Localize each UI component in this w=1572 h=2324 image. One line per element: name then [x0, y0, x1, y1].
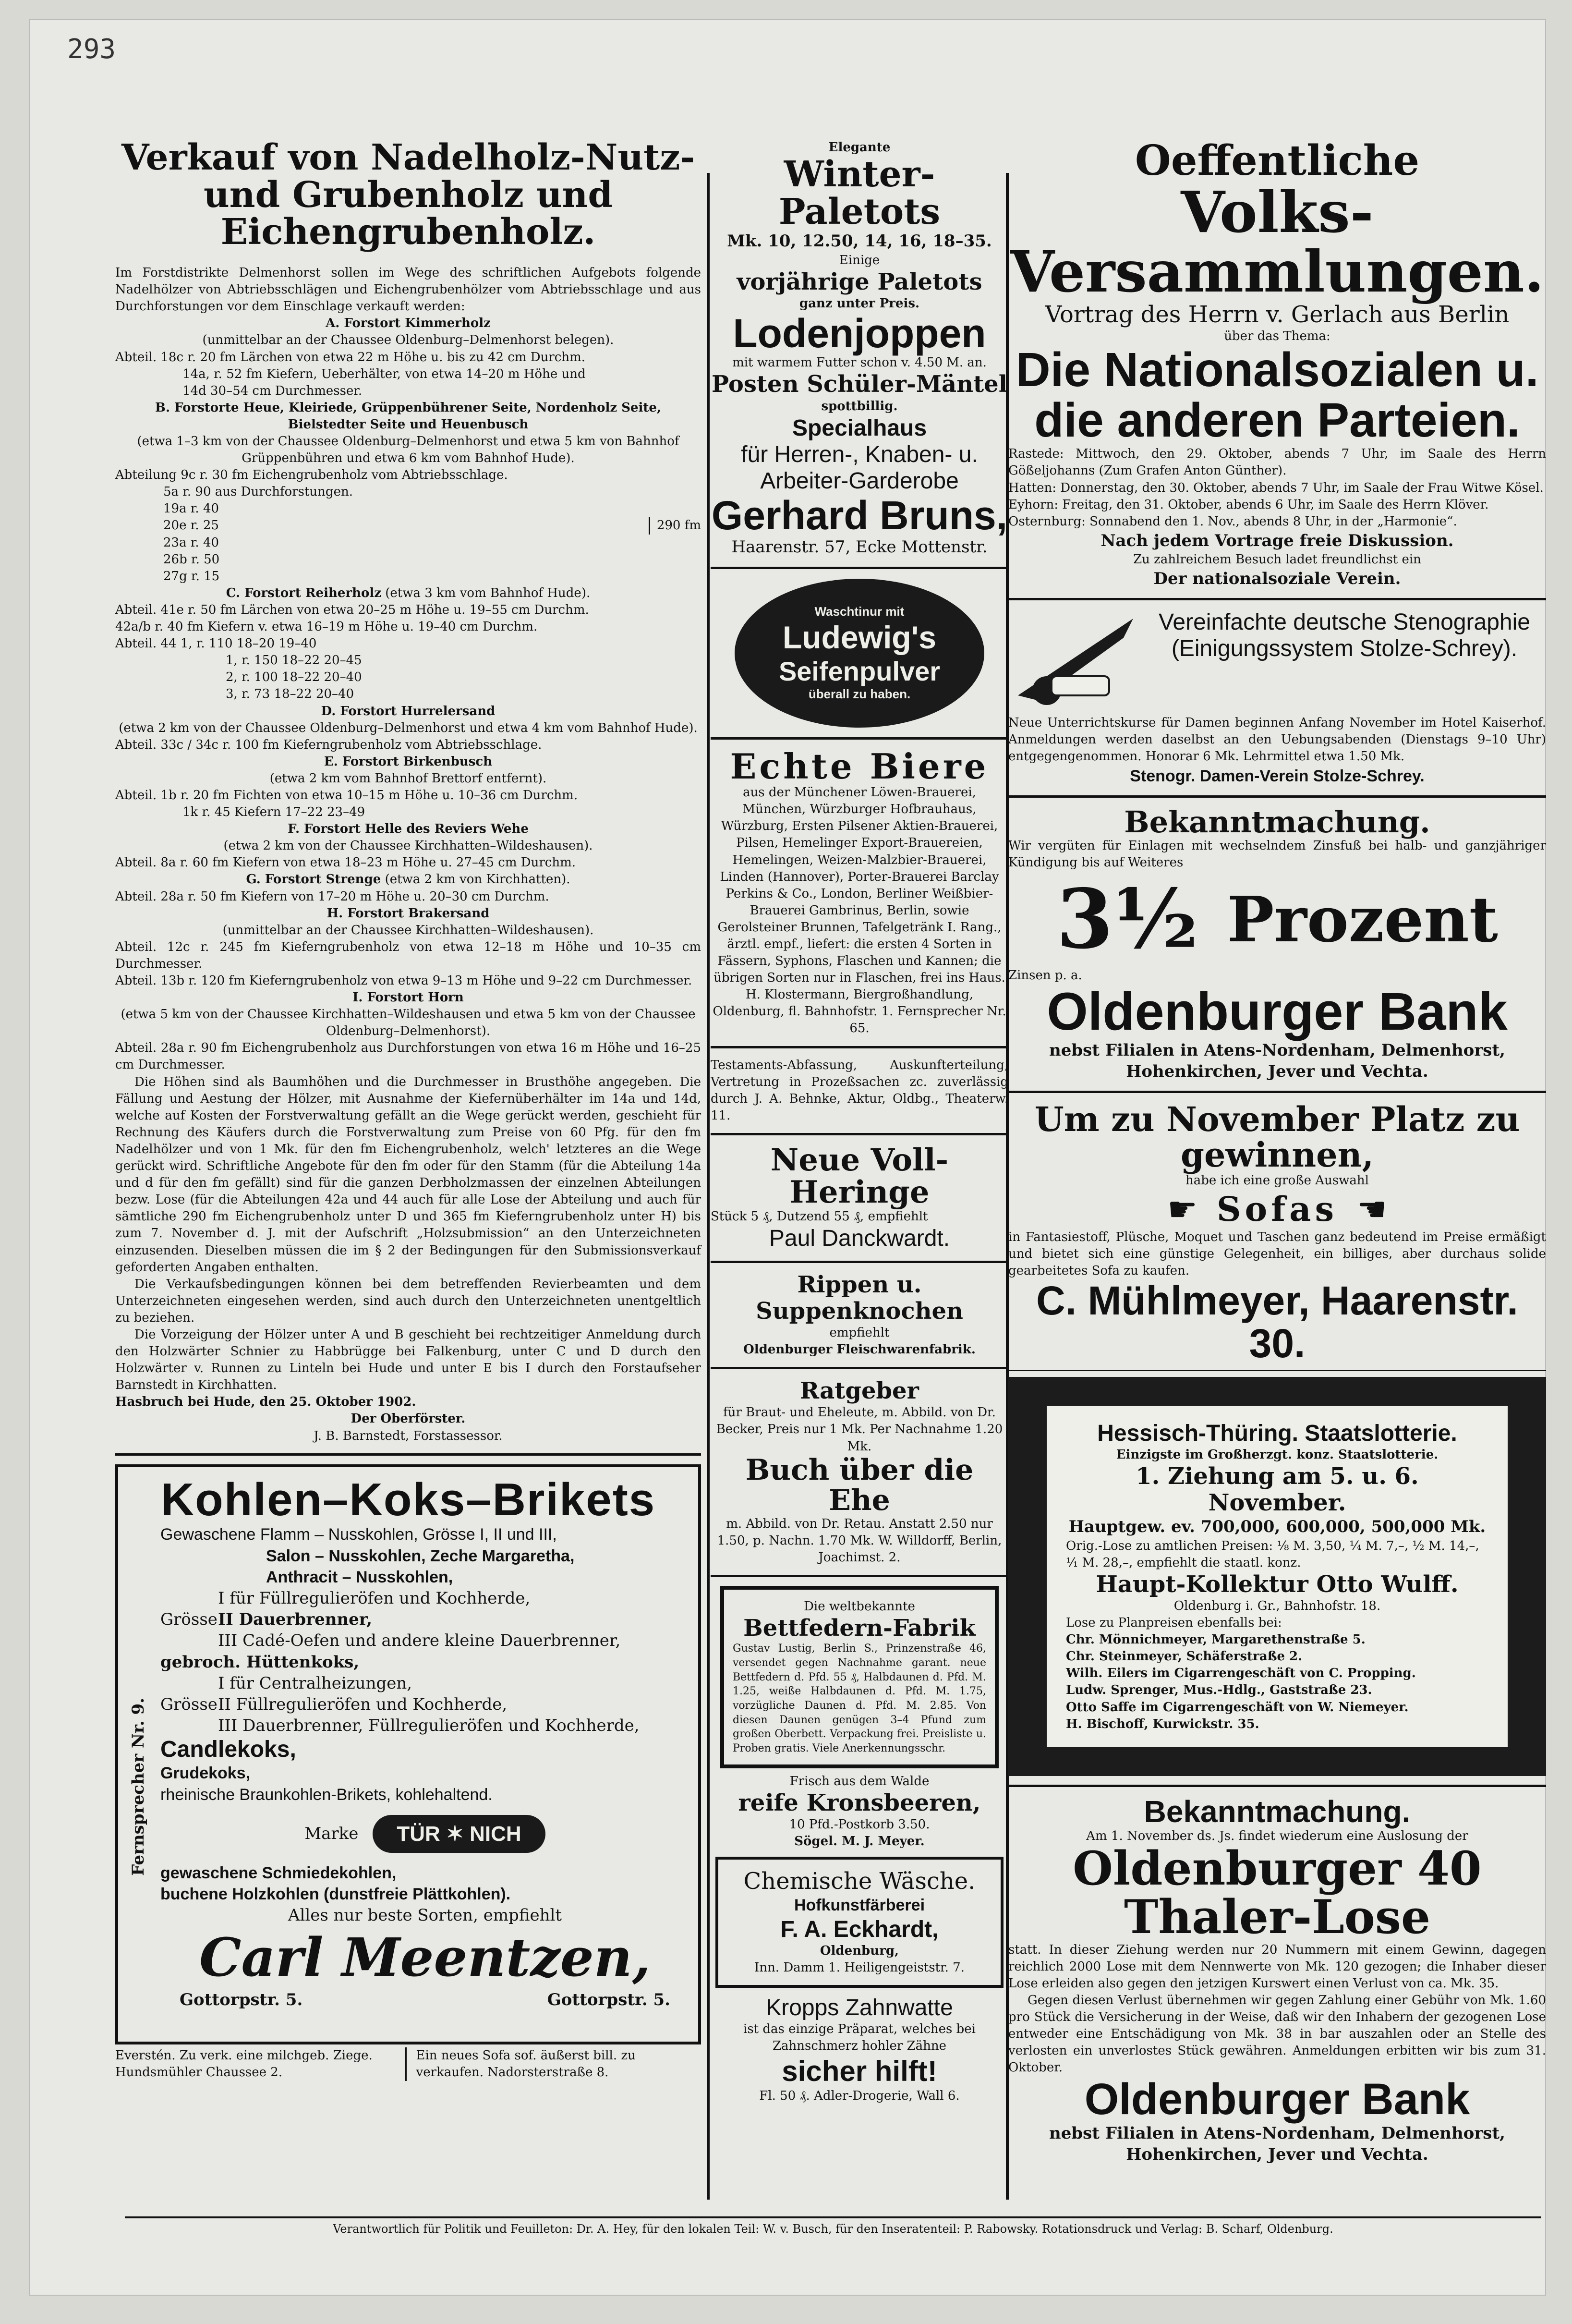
hering-body: Stück 5 ₰, Dutzend 55 ₰, empfiehlt: [711, 1209, 928, 1224]
section-b-row-5: 23a r. 40: [163, 535, 219, 550]
section-c-line-2: 42a/b r. 40 fm Kiefern v. etwa 16–19 m Höhe u. 19–40 cm Durchm.: [115, 620, 538, 634]
chem-line-5: Inn. Damm 1. Heiligengeiststr. 7.: [754, 1960, 965, 1975]
testament-ad: Testaments-Abfassung, Auskunfterteilung, Vertretung in Prozeßsachen zc. zuverlässig durch J. A. Behnke, Aktur, Oldbg., Theaterw. 11.: [711, 1058, 1008, 1123]
kohlen-line-6a: I für Centralheizungen,: [218, 1673, 412, 1693]
section-a-line-1: Abteil. 18c r. 20 fm Lärchen von etwa 22 m Höhe u. bis zu 42 cm Durchm.: [115, 350, 586, 365]
kohlen-grosse-2: Grösse: [160, 1694, 218, 1714]
winter-ganz: ganz unter Preis.: [799, 296, 920, 311]
lot-line-12: Otto Saffe im Cigarrengeschäft von W. Niemeyer.: [1066, 1700, 1409, 1715]
lot-line-2: 1. Ziehung am 5. u. 6. November.: [1136, 1463, 1419, 1517]
lot-line-8: Chr. Mönnichmeyer, Margarethenstraße 5.: [1066, 1632, 1366, 1647]
section-i-head: I. Forstort Horn: [352, 990, 464, 1005]
section-c-line-5: 2, r. 100 18–22 20–40: [226, 670, 362, 685]
kropps-title: Kropps Zahnwatte: [766, 1995, 953, 2020]
section-e-head: E. Forstort Birkenbusch: [324, 754, 493, 769]
bekannt-2-a: Am 1. November ds. Js. findet wiederum eine Auslosung der: [1086, 1828, 1468, 1843]
rippen-firm: Oldenburger Fleischwarenfabrik.: [743, 1342, 976, 1357]
hand-left-icon: ☛: [1167, 1189, 1197, 1229]
chemische-ad: [715, 1857, 1004, 1988]
kohlen-line-4a: I für Füllregulieröfen und Kochherde,: [218, 1588, 531, 1608]
column-2: [711, 139, 1008, 2105]
ratgeber-body: für Braut- und Eheleute, m. Abbild. von Dr. Becker, Preis nur 1 Mk. Per Nachnahme 1.20 Mk.: [716, 1405, 1003, 1454]
lot-line-9: Chr. Steinmeyer, Schäferstraße 2.: [1066, 1649, 1303, 1664]
winter-prices: Mk. 10, 12.50, 14, 16, 18–35.: [727, 231, 992, 251]
biere-signature: H. Klostermann, Biergroßhandlung, Oldenburg, fl. Bahnhofstr. 1. Fernsprecher Nr. 65.: [713, 987, 1006, 1036]
holz-title: Verkauf von Nadelholz-Nutz- und Grubenholz und Eichengrubenholz.: [121, 137, 695, 253]
hering-title: Neue Voll-Heringe: [770, 1142, 949, 1211]
section-b-row-3: 19a r. 40: [163, 501, 219, 516]
spezial-arbeiter: Arbeiter-Garderobe: [760, 468, 959, 494]
section-c-sub: (etwa 3 km vom Bahnhof Hude).: [385, 585, 591, 600]
kohlen-line-1: Gewaschene Flamm – Nusskohlen, Grösse I, II und III,: [160, 1525, 557, 1544]
section-h-sub: (unmittelbar an der Chaussee Kirchhatten–Wildeshausen).: [222, 923, 594, 937]
holz-signer-role: Der Oberförster.: [351, 1411, 466, 1426]
kohlen-line-11: buchene Holzkohlen (dunstfreie Plättkohlen).: [160, 1885, 511, 1904]
holz-place-date: Hasbruch bei Hude, den 25. Oktober 1902.: [115, 1395, 416, 1410]
lot-title: Hessisch-Thüring. Staatslotterie.: [1097, 1420, 1457, 1446]
winter-elegante: Elegante: [828, 140, 891, 155]
bettfedern-title: Bettfedern-Fabrik: [743, 1614, 976, 1642]
lot-line-13: H. Bischoff, Kurwickstr. 35.: [1066, 1716, 1259, 1731]
section-g-sub: (etwa 2 km von Kirchhatten).: [385, 872, 570, 887]
kohlen-phone: Fernsprecher Nr. 9.: [129, 1697, 148, 1876]
section-c-line-1: Abteil. 41e r. 50 fm Lärchen von etwa 20–25 m Höhe u. 19–55 cm Durchm.: [115, 602, 589, 617]
volks-osternburg: Osternburg: Sonnabend den 1. Nov., abends 8 Uhr, in der „Harmonie“.: [1008, 514, 1457, 529]
buch-title: Buch über die Ehe: [745, 1453, 974, 1517]
winter-vorj: vorjährige Paletots: [737, 268, 982, 295]
holz-signer: J. B. Barnstedt, Forstassessor.: [314, 1428, 503, 1443]
section-a-sub: (unmittelbar an der Chaussee Oldenburg–Delmenhorst belegen).: [202, 333, 614, 348]
section-b-row-4: 20e r. 25: [163, 518, 219, 533]
lot-line-1: Einzigste im Großherzgt. konz. Staatslotterie.: [1116, 1447, 1439, 1462]
holz-body-2: Die Verkaufsbedingungen können bei dem betreffenden Revierbeamten und dem Unterzeichneten eingesehen werden, sind auch durch den Unterzeichneten unentgeltlich zu beziehen.: [115, 1277, 701, 1325]
kohlen-addr-left: Gottorpstr. 5.: [180, 1990, 303, 2010]
posten-spott: spottbillig.: [821, 399, 898, 414]
kohlen-line-8: Grudekoks,: [160, 1764, 251, 1783]
posten-title: Posten Schüler-Mäntel: [712, 371, 1007, 398]
volks-t2: Volks-Versammlungen.: [1010, 179, 1544, 305]
section-h-line-1: Abteil. 12c r. 245 fm Kieferngrubenholz von etwa 12–18 m Höhe und 10–35 cm Durchmesser.: [115, 939, 701, 971]
column-3: [1008, 136, 1546, 2165]
bettfedern-ad: [720, 1586, 999, 1768]
bruns-name: Gerhard Bruns,: [711, 493, 1008, 538]
buch-body: m. Abbild. von Dr. Retau. Anstatt 2.50 nur 1.50, p. Nachn. 1.70 Mk. W. Willdorff, Berlin, Joachimst. 2.: [717, 1516, 1002, 1565]
nov-sub: habe ich eine große Auswahl: [1185, 1173, 1369, 1188]
kohlen-line-2: Salon – Nusskohlen, Zeche Margaretha,: [266, 1546, 575, 1565]
holz-body: Die Höhen sind als Baumhöhen und die Durchmesser in Brusthöhe angegeben. Die Fällung und Aestung der Hölzer, mit Ausnahme der Kiefernüberhälter im 14a und 14d, welche auf Kosten der Forstverwaltung gefällt an die Wege gerückt werden, geschieht für Rechnung des Käufers durch die Forstverwaltung zum Preise von 60 Pfg. für den fm Nadelhölzer und von 1 Mk. für den fm Eichengrubenholz, welch' letzteres an die Wege gerückt wird. Schriftliche Angebote für den fm oder für den Stamm (für die Abteilung 14a und d für den fm gefällt) sind für die ganzen Derbholzmassen der einzelnen Abteilungen bezw. Lose (für die Abteilungen 42a und 44 auch für alle Lose der Abteilung und auch für sämtliche 290 fm Eichengrubenholz unter D und 365 fm Kieferngrubenholz unter H) bis zum 7. November d. J. mit der Aufschrift „Holzsubmission“ an den Unterzeichneten einzusenden. Dieselben müssen die im § 2 der Bedingungen für den Submissionsverkauf geforderten Angaben enthalten.: [115, 1074, 701, 1275]
section-b-row-6: 26b r. 50: [163, 552, 220, 567]
sofas-title: Sofas: [1216, 1189, 1338, 1229]
kohlen-line-4c: III Cadé-Oefen und andere kleine Dauerbrenner,: [218, 1631, 621, 1651]
hering-signature: Paul Danckwardt.: [769, 1226, 950, 1252]
ludewig-oval: [735, 579, 984, 728]
section-d-sub: (etwa 2 km von der Chaussee Oldenburg–Delmenhorst und etwa 4 km vom Bahnhof Hude).: [119, 720, 698, 735]
section-e-line-1: Abteil. 1b r. 20 fm Fichten von etwa 10–15 m Höhe u. 10–36 cm Durchm.: [115, 788, 578, 803]
volks-big-2: die anderen Parteien.: [1034, 393, 1520, 448]
krons-price: 10 Pfd.-Postkorb 3.50.: [789, 1817, 930, 1832]
krons-line-1: Frisch aus dem Walde: [789, 1774, 930, 1789]
kohlen-line-7: Candlekoks,: [160, 1737, 296, 1763]
section-h-line-2: Abteil. 13b r. 120 fm Kieferngrubenholz von etwa 9–13 m Höhe und 9–22 cm Durchmesser.: [115, 973, 692, 988]
lotterie-ad: [1008, 1377, 1546, 1776]
section-a-line-2: 14a, r. 52 fm Kiefern, Ueberhälter, von etwa 14–20 m Höhe und: [182, 366, 586, 381]
bekannt-2-c: Gegen diesen Verlust übernehmen wir gegen Zahlung einer Gebühr von Mk. 1.60 pro Stück die Versicherung in der Weise, daß wir den Inhabern der gezogenen Lose entweder eine Entschädigung von Mk. 38 in bar auszahlen oder an Stelle des verlosten ein unverlostes Stück gewähren. Anmeldungen erbitten wir bis zum 31. Oktober.: [1008, 1993, 1546, 2075]
ratgeber-title: Ratgeber: [800, 1377, 919, 1405]
section-b-head: B. Forstorte Heue, Kleiriede, Grüppenbührener Seite, Nordenholz Seite, Bielstedter Seite und Heuenbusch: [155, 400, 661, 432]
lot-line-10: Wilh. Eilers im Cigarrengeschäft von C. Propping.: [1066, 1666, 1416, 1681]
ludewig-brand: Ludewig's: [782, 620, 937, 656]
chem-line-3: F. A. Eckhardt,: [780, 1916, 939, 1942]
winter-title: Winter-Paletots: [778, 154, 941, 232]
volks-einladung: Zu zahlreichem Besuch ladet freundlichst ein: [1133, 552, 1421, 567]
chem-line-1: Chemische Wäsche.: [743, 1868, 976, 1895]
section-a-head: A. Forstort Kimmerholz: [326, 316, 491, 331]
section-f-sub: (etwa 2 km von der Chaussee Kirchhatten–Wildeshausen).: [223, 839, 593, 853]
lot-line-11: Ludw. Sprenger, Mus.-Hdlg., Gaststraße 23.: [1066, 1683, 1372, 1698]
section-i-line-1: Abteil. 28a r. 90 fm Eichengrubenholz aus Durchforstungen von etwa 16 m Höhe und 16–25 cm Durchmesser.: [115, 1041, 701, 1072]
kropps-body: ist das einzige Präparat, welches bei Zahnschmerz hohler Zähne: [743, 2022, 976, 2054]
bank-2-title: Oldenburger Bank: [1084, 2075, 1470, 2124]
section-f-head: F. Forstort Helle des Reviers Wehe: [288, 822, 529, 837]
bank-1-sub: nebst Filialen in Atens-Nordenham, Delmenhorst, Hohenkirchen, Jever und Vechta.: [1049, 1040, 1505, 1081]
ludewig-product: Seifenpulver: [778, 656, 941, 687]
bekannt-1-title: Bekanntmachung.: [1124, 804, 1430, 840]
imprint-footer: Verantwortlich für Politik und Feuilleton: Dr. A. Hey, für den lokalen Teil: W. v. Busch, für den Inseratenteil: P. Rabowsky. Rotationsdruck und Verlag: B. Scharf, Oldenburg.: [125, 2216, 1541, 2236]
volks-vortrag: Vortrag des Herrn v. Gerlach aus Berlin: [1045, 301, 1510, 329]
section-g-head: G. Forstort Strenge: [246, 872, 381, 887]
section-c-head: C. Forstort Reiherholz: [226, 585, 381, 600]
page-number: 293: [67, 34, 116, 65]
thaler-title: Oldenburger 40 Thaler-Lose: [1073, 1841, 1482, 1944]
steno-verein: Stenogr. Damen-Verein Stolze-Schrey.: [1130, 767, 1425, 785]
ludewig-line-1: Waschtinur mit: [814, 604, 905, 619]
krons-title: reife Kronsbeeren,: [738, 1789, 981, 1816]
section-b-row-7: 27g r. 15: [163, 569, 220, 584]
kohlen-line-9: rheinische Braunkohlen-Brikets, kohlehaltend.: [160, 1785, 493, 1804]
zins-number: 3½: [1056, 871, 1198, 968]
section-e-sub: (etwa 2 km vom Bahnhof Brettorf entfernt).: [269, 771, 547, 786]
section-f-line-1: Abteil. 8a r. 60 fm Kiefern von etwa 18–23 m Höhe u. 27–45 cm Durchm.: [115, 855, 576, 870]
lot-line-6: Oldenburg i. Gr., Bahnhofstr. 18.: [1173, 1598, 1381, 1613]
winter-einige: Einige: [839, 253, 880, 268]
zins-pa: Zinsen p. a.: [1008, 968, 1082, 983]
kohlen-grosse-1: Grösse: [160, 1610, 218, 1630]
steno-body: Neue Unterrichtskurse für Damen beginnen Anfang November im Hotel Kaiserhof. Anmeldungen werden daselbst an den Uebungsabenden (Dienstags 9–10 Uhr) entgegengenommen. Honorar 6 Mk. Lehrmittel etwa 1.50 Mk.: [1008, 716, 1546, 764]
volks-big-1: Die Nationalsozialen u.: [1016, 343, 1539, 397]
small-ad-ziege: Everstén. Zu verk. eine milchgeb. Ziege. Hundsmühler Chaussee 2.: [115, 2047, 407, 2081]
lot-line-4: Orig.-Lose zu amtlichen Preisen: ⅛ M. 3,50, ¼ M. 7,–, ½ M. 14,–, ⅟₁ M. 28,–, empfiehlt die staatl. konz.: [1066, 1538, 1479, 1570]
nov-body: in Fantasiestoff, Plüsche, Moquet und Taschen ganz bedeutend im Preise ermäßigt und bietet sich eine günstige Gelegenheit, ein billiges, aber durchaus solide gearbeitetes Sofa zu kaufen.: [1008, 1230, 1546, 1278]
bekannt-1-body: Wir vergüten für Einlagen mit wechselndem Zinsfuß bei halb- und ganzjähriger Kündigung bis auf Weiteres: [1008, 838, 1546, 870]
volks-hatten: Hatten: Donnerstag, den 30. Oktober, abends 7 Uhr, im Saale der Frau Witwe Kösel.: [1008, 480, 1544, 495]
section-g-line-1: Abteil. 28a r. 50 fm Kiefern von 17–20 m Höhe u. 20–30 cm Durchm.: [115, 889, 549, 904]
spezial-title: Specialhaus: [792, 415, 927, 441]
small-ad-sofa: Ein neues Sofa sof. äußerst bill. zu verkaufen. Nadorsterstraße 8.: [416, 2048, 636, 2080]
kohlen-line-10: gewaschene Schmiedekohlen,: [160, 1863, 397, 1882]
column-rule-1: [707, 173, 710, 2200]
section-b-total: 290 fm: [649, 517, 701, 534]
section-i-sub: (etwa 5 km von der Chaussee Kirchhatten–Wildeshausen und etwa 5 km von der Chaussee Oldenburg–Delmenhorst).: [121, 1007, 696, 1039]
bank-2-sub: nebst Filialen in Atens-Nordenham, Delmenhorst, Hohenkirchen, Jever und Vechta.: [1049, 2123, 1505, 2165]
volks-rastede: Rastede: Mittwoch, den 29. Oktober, abends 7 Uhr, im Saale des Herrn Gößeljohanns (Zum Grafen Anton Günther).: [1008, 447, 1546, 478]
volks-thema: über das Thema:: [1224, 329, 1330, 344]
chem-line-2: Hofkunstfärberei: [794, 1896, 925, 1915]
chem-line-4: Oldenburg,: [820, 1943, 899, 1958]
lot-line-5: Haupt-Kollektur Otto Wulff.: [1096, 1570, 1459, 1598]
volks-verein: Der nationalsoziale Verein.: [1153, 569, 1401, 589]
holz-body-3: Die Vorzeigung der Hölzer unter A und B geschieht bei rechtzeitiger Anmeldung durch den Holzwärter Schnier zu Habbrügge bei Falkenburg, unter C und D durch den Holzwärter v. Runnen zu Linteln bei Hude und unter E bis I durch den Forstaufseher Barnstedt in Kirchhatten.: [115, 1327, 701, 1393]
ludewig-line-4: überall zu haben.: [808, 687, 911, 702]
kohlen-title: Kohlen–Koks–Brikets: [160, 1473, 656, 1525]
kohlen-line-4b: II Dauerbrenner,: [218, 1610, 373, 1630]
loden-futter: mit warmem Futter schon v. 4.50 M. an.: [732, 355, 987, 370]
nov-title: Um zu November Platz zu gewinnen,: [1034, 1099, 1520, 1175]
hand-right-icon: ☛: [1357, 1189, 1387, 1229]
holz-intro: Im Forstdistrikte Delmenhorst sollen im Wege des schriftlichen Aufgebots folgende Nadelhölzer von Abtriebsschlägen und Eichengrubenhölzer vom Abtriebsschlage und aus Durchforstungen vor dem Einschlage verkauft werden:: [115, 266, 701, 314]
bruns-address: Haarenstr. 57, Ecke Mottenstr.: [731, 537, 988, 557]
section-b-row-2: 5a r. 90 aus Durchforstungen.: [163, 485, 353, 499]
biere-body: aus der Münchener Löwen-Brauerei, München, Würzburger Hofbrauhaus, Würzburg, Ersten Pilsener Aktien-Brauerei, Pilsen, Hemelinger Export-Brauereien, Hemelingen, Weizen-Malzbier-Brauerei, Linden (Hannover), Porter-Brauerei Barclay Perkins & Co., London, Berliner Weißbier-Brauerei Gambrinus, Berlin, sowie Gerolsteiner Brunnen, Tafelgetränk I. Rang., ärztl. empf., liefert: die ersten 4 Sorten in Fässern, Syphons, Flaschen und Kannen; die übrigen Sorten nur in Flaschen, frei ins Haus.: [713, 785, 1005, 986]
section-h-head: H. Forstort Brakersand: [326, 906, 490, 921]
volks-diskussion: Nach jedem Vortrage freie Diskussion.: [1100, 531, 1454, 550]
rippen-empfiehlt: empfiehlt: [829, 1325, 890, 1340]
krons-seller: Sögel. M. J. Meyer.: [794, 1834, 925, 1849]
section-c-line-6: 3, r. 73 18–22 20–40: [226, 687, 354, 702]
kropps-seller: Fl. 50 ₰. Adler-Drogerie, Wall 6.: [759, 2089, 960, 2104]
section-b-row-1: Abteilung 9c r. 30 fm Eichengrubenholz vom Abtriebsschlage.: [115, 468, 508, 483]
quill-icon: [1008, 609, 1143, 715]
kohlen-line-6b: II Füllregulieröfen und Kochherde,: [218, 1694, 508, 1714]
kohlen-addr-right: Gottorpstr. 5.: [547, 1990, 670, 2010]
kohlen-line-3: Anthracit – Nusskohlen,: [266, 1568, 453, 1586]
rippen-title: Rippen u. Suppenknochen: [756, 1271, 963, 1325]
kohlen-line-6c: III Dauerbrenner, Füllregulieröfen und Kochherde,: [218, 1716, 640, 1736]
biere-title: Echte Biere: [730, 745, 989, 787]
kohlen-line-12: Alles nur beste Sorten, empfiehlt: [288, 1906, 562, 1925]
bettfedern-top: Die weltbekannte: [804, 1599, 915, 1614]
spezial-herren: für Herren-, Knaben- u.: [741, 441, 978, 467]
loden-title: Lodenjoppen: [733, 311, 986, 356]
column-1: [115, 139, 701, 2081]
kohlen-ad: [115, 1464, 701, 2044]
lot-line-3: Hauptgew. ev. 700,000, 600,000, 500,000 Mk.: [1068, 1517, 1486, 1537]
kropps-claim: sicher hilft!: [782, 2055, 937, 2088]
volks-t1: Oeffentliche: [1135, 136, 1420, 185]
kohlen-line-5: gebroch. Hüttenkoks,: [160, 1652, 360, 1672]
section-e-line-2: 1k r. 45 Kiefern 17–22 23–49: [182, 805, 365, 820]
section-a-line-3: 14d 30–54 cm Durchmesser.: [182, 383, 363, 398]
bekannt-2-b: statt. In dieser Ziehung werden nur 20 Nummern mit einem Gewinn, dagegen reichlich 2000 Lose mit dem Nennwerte von Mk. 120 gezogen; die Inhaber dieser Lose erleiden also gegen den jetzigen Kurswert einen Verlust von ca. Mk. 35.: [1008, 1942, 1546, 1991]
section-d-head: D. Forstort Hurrelersand: [321, 704, 496, 718]
steno-subtitle: (Einigungssystem Stolze-Schrey).: [1171, 636, 1518, 662]
zins-prozent: Prozent: [1227, 882, 1498, 956]
muhlmeyer: C. Mühlmeyer, Haarenstr. 30.: [1036, 1278, 1518, 1366]
bekannt-2-title: Bekanntmachung.: [1144, 1794, 1411, 1829]
steno-title: Vereinfachte deutsche Stenographie: [1159, 609, 1530, 635]
newspaper-page: [29, 19, 1546, 2296]
kohlen-marke: Marke: [304, 1824, 359, 1844]
section-b-sub: (etwa 1–3 km von der Chaussee Oldenburg–Delmenhorst und etwa 5 km von Bahnhof Grüppenbühren und etwa 6 km vom Bahnhof Hude).: [137, 434, 679, 466]
section-d-line-1: Abteil. 33c / 34c r. 100 fm Kieferngrubenholz vom Abtriebsschlage.: [115, 737, 542, 752]
lot-line-7: Lose zu Planpreisen ebenfalls bei:: [1066, 1616, 1282, 1630]
tuernich-stamp: TÜR ✶ NICH: [373, 1815, 545, 1853]
section-c-line-4: 1, r. 150 18–22 20–45: [226, 653, 362, 668]
volks-eyhorn: Eyhorn: Freitag, den 31. Oktober, abends 6 Uhr, im Saale des Herrn Klöver.: [1008, 497, 1489, 512]
kohlen-name: Carl Meentzen,: [199, 1926, 651, 1989]
section-c-line-3: Abteil. 44 1, r. 110 18–20 19–40: [115, 636, 317, 651]
bettfedern-body: Gustav Lustig, Berlin S., Prinzenstraße 46, versendet gegen Nachnahme garant. neue Bettfedern d. Pfd. 55 ₰, Halbdaunen d. Pfd. M. 1.25, weiße Halbdaunen d. Pfd. M. 1.75, vorzügliche Daunen d. Pfd. M. 2.85. Von diesen Daunen genügen 3–4 Pfund zum großen Oberbett. Verpackung frei. Preisliste u. Proben gratis. Viele Anerkennungsschr.: [733, 1643, 986, 1754]
bank-1-title: Oldenburger Bank: [1047, 982, 1508, 1042]
